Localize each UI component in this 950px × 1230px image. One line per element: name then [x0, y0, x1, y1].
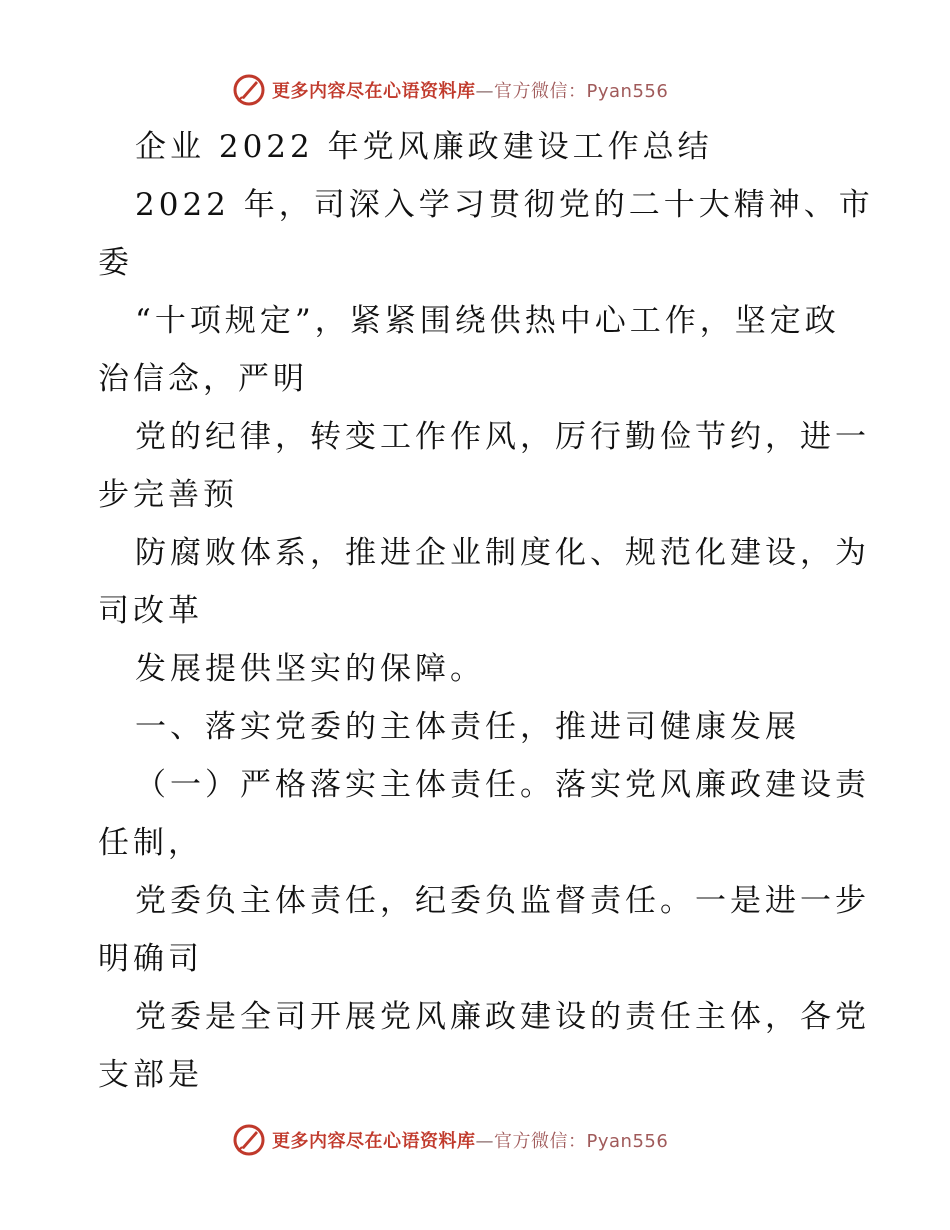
document-line: 防腐败体系，推进企业制度化、规范化建设，为 [135, 535, 870, 571]
document-line: 支部是 [98, 1057, 203, 1093]
watermark-dash: — [475, 1131, 494, 1152]
watermark-brand: 更多内容尽在心语资料库 [272, 1131, 476, 1152]
watermark-brand: 更多内容尽在心语资料库 [272, 81, 476, 102]
watermark-wechat-id: Pyan556 [586, 1131, 669, 1152]
document-line: 委 [98, 245, 133, 281]
document-line: 党委负主体责任，纪委负监督责任。一是进一步 [135, 883, 870, 919]
document-line: 一、落实党委的主体责任，推进司健康发展 [135, 709, 800, 745]
watermark-header [232, 72, 668, 108]
watermark-dash: — [475, 81, 494, 102]
document-line: 企业 2022 年党风廉政建设工作总结 [135, 129, 713, 165]
document-line: 任制， [98, 825, 203, 861]
document-line: 发展提供坚实的保障。 [135, 651, 485, 687]
document-line: 2022 年，司深入学习贯彻党的二十大精神、市 [135, 187, 874, 223]
quill-logo-icon [232, 1123, 266, 1157]
document-line: （一）严格落实主体责任。落实党风廉政建设责 [135, 767, 870, 803]
watermark-footer [232, 1122, 668, 1158]
document-line: “十项规定”，紧紧围绕供热中心工作，坚定政 [135, 303, 840, 339]
watermark-wechat-label: 官方微信： [494, 1131, 587, 1152]
document-line: 治信念，严明 [98, 361, 308, 397]
watermark-text [272, 1127, 668, 1153]
document-line: 明确司 [98, 941, 203, 977]
watermark-wechat-label: 官方微信： [494, 81, 587, 102]
document-line: 党的纪律，转变工作作风，厉行勤俭节约，进一 [135, 419, 870, 455]
watermark-text [272, 77, 668, 103]
document-line: 党委是全司开展党风廉政建设的责任主体，各党 [135, 999, 870, 1035]
watermark-wechat-id: Pyan556 [586, 81, 669, 102]
document-line: 司改革 [98, 593, 203, 629]
quill-logo-icon [232, 73, 266, 107]
document-body [98, 124, 874, 1110]
document-line: 步完善预 [98, 477, 238, 513]
